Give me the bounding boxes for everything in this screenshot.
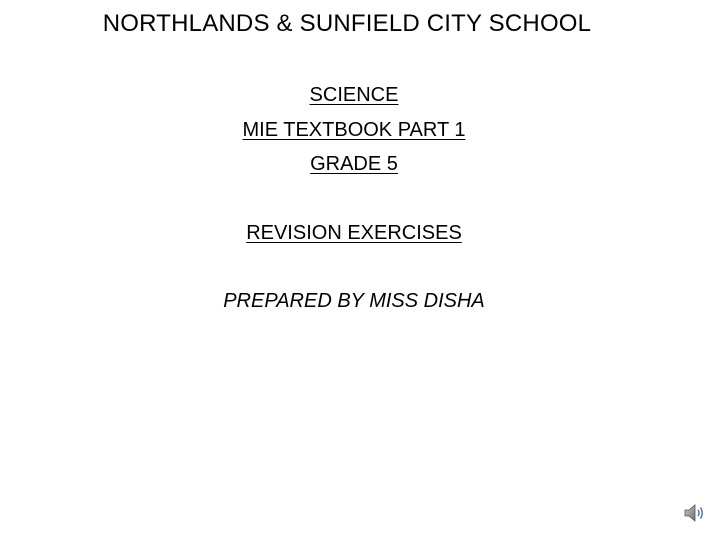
speaker-icon[interactable] — [683, 502, 707, 524]
textbook-title: MIE TEXTBOOK PART 1 — [242, 119, 466, 141]
school-name: NORTHLANDS & SUNFIELD CITY SCHOOL — [102, 10, 592, 37]
subject-title: SCIENCE — [309, 84, 399, 106]
prepared-by: PREPARED BY MISS DISHA — [223, 290, 485, 312]
grade-title: GRADE 5 — [310, 153, 398, 175]
revision-heading: REVISION EXERCISES — [246, 222, 462, 244]
